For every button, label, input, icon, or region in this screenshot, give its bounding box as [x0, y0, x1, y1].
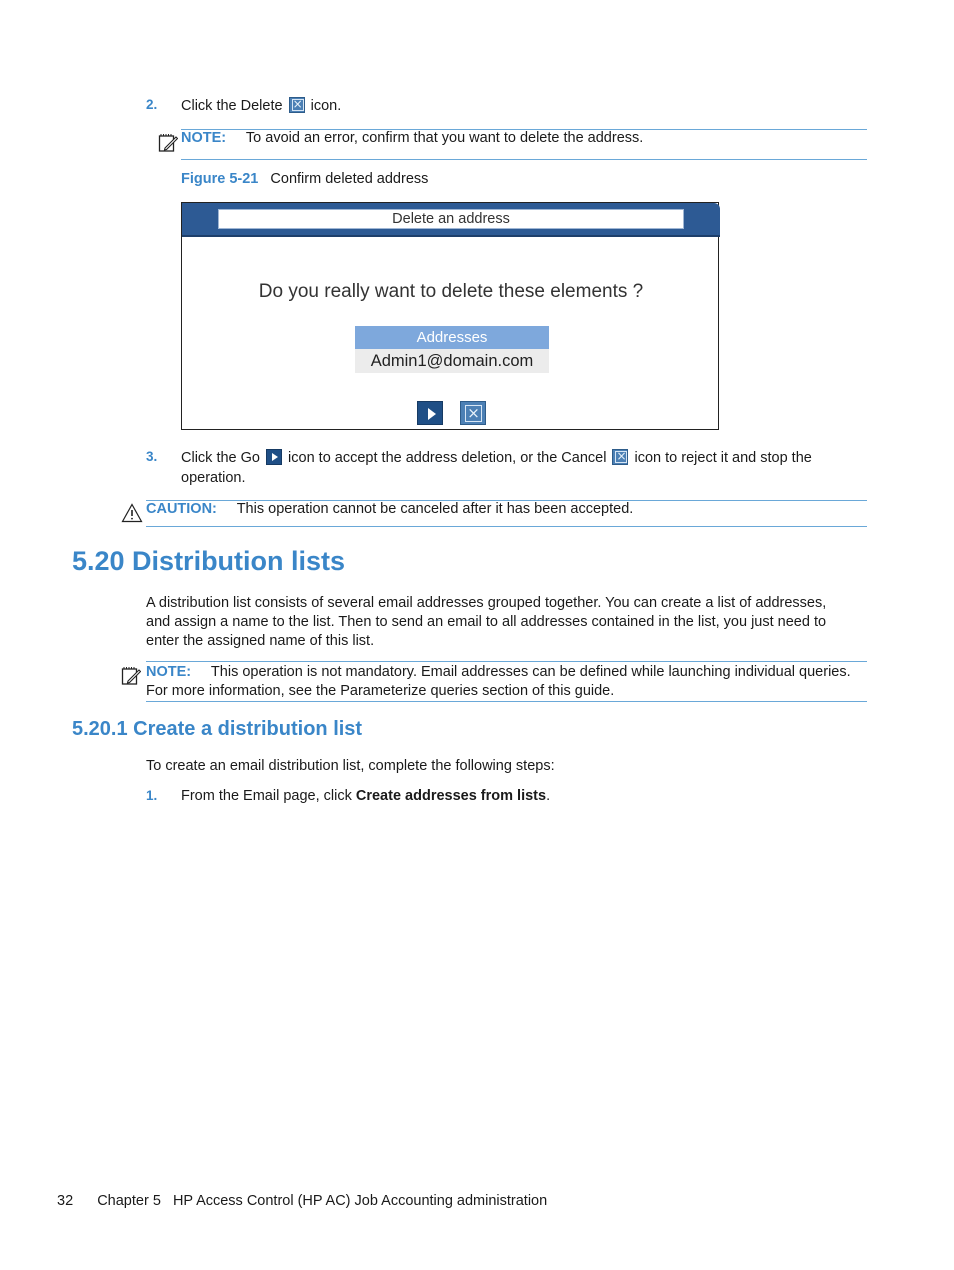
cancel-icon[interactable] — [460, 401, 486, 425]
step-1-end: . — [546, 788, 551, 804]
step-3-text-d: operation. — [181, 470, 246, 486]
caution-bottom-rule — [146, 526, 867, 527]
confirm-delete-figure — [181, 202, 719, 430]
note-top-rule — [146, 661, 867, 662]
step-2-text-after: icon. — [310, 98, 342, 114]
caution — [146, 501, 633, 517]
subsection-intro: To create an email distribution list, complete the following steps: — [146, 758, 555, 774]
note-2-line-1 — [146, 663, 851, 682]
footer-chapter: Chapter 5 — [97, 1193, 161, 1209]
dialog-title: Delete an address — [218, 209, 684, 229]
address-value: Admin1@domain.com — [355, 349, 549, 373]
section-para-line-1: A distribution list consists of several email addresses grouped together. You can create a list of addresses, — [146, 595, 827, 611]
step-number: 1. — [146, 788, 158, 803]
cancel-icon — [612, 449, 628, 465]
step-2-text-before: Click the Delete — [181, 98, 283, 114]
step-1-text — [181, 788, 550, 804]
step-3-text-c: icon to reject it and stop the — [634, 450, 812, 466]
note-label: NOTE: — [181, 130, 227, 146]
figure-caption-text: Confirm deleted address — [270, 171, 429, 187]
note-bottom-rule — [181, 159, 867, 160]
dialog-title-bar — [182, 203, 720, 237]
step-2-text — [181, 97, 341, 114]
caution-label: CAUTION: — [146, 501, 217, 517]
step-number: 2. — [146, 97, 158, 112]
note-icon — [121, 666, 141, 686]
section-heading: 5.20 Distribution lists — [72, 546, 346, 576]
step-3-text-b: icon to accept the address deletion, or the Cancel — [288, 450, 607, 466]
page-footer — [57, 1193, 547, 1209]
step-1-bold: Create addresses from lists — [355, 788, 547, 804]
play-icon[interactable] — [417, 401, 443, 425]
page-number: 32 — [57, 1193, 74, 1209]
note-label: NOTE: — [146, 664, 192, 680]
section-para-line-2: and assign a name to the list. Then to send an email to all addresses contained in the list, you just need to — [146, 614, 827, 630]
note-bottom-rule — [146, 701, 867, 702]
note-2-text-line-2: For more information, see the Parameterize queries section of this guide. — [146, 683, 615, 699]
note-2-text-line-1: This operation is not mandatory. Email addresses can be defined while launching individual queries. — [210, 664, 851, 680]
note-icon — [158, 133, 178, 153]
section-para-line-3: enter the assigned name of this list. — [146, 633, 375, 649]
note-1 — [181, 130, 643, 146]
addresses-column-header: Addresses — [355, 326, 549, 349]
warning-triangle-icon — [121, 503, 143, 523]
footer-title: HP Access Control (HP AC) Job Accounting administration — [172, 1193, 548, 1209]
play-icon — [266, 449, 282, 465]
step-3-text — [181, 449, 871, 468]
figure-label: Figure 5-21 — [181, 171, 259, 187]
note-text: To avoid an error, confirm that you want to delete the address. — [245, 130, 644, 146]
step-3-text-a: Click the Go — [181, 450, 260, 466]
figure-caption — [181, 171, 428, 187]
caution-text: This operation cannot be canceled after it has been accepted. — [236, 501, 634, 517]
step-number: 3. — [146, 449, 158, 464]
cancel-icon — [289, 97, 305, 113]
dialog-question: Do you really want to delete these elements ? — [258, 281, 644, 302]
subsection-heading: 5.20.1 Create a distribution list — [72, 718, 363, 740]
step-1-text-a: From the Email page, click — [181, 788, 352, 804]
